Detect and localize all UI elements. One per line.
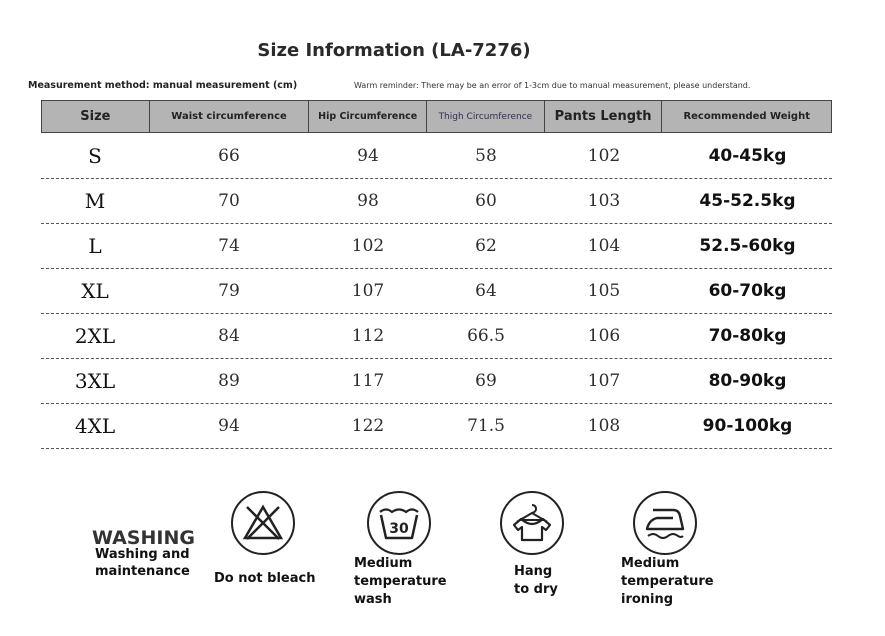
cell-thigh: 62 bbox=[475, 236, 497, 256]
do-not-bleach-icon bbox=[231, 491, 295, 555]
cell-hip: 122 bbox=[351, 416, 385, 436]
cell-waist: 66 bbox=[218, 146, 240, 166]
cell-size: S bbox=[88, 144, 102, 168]
care-label-bleach bbox=[214, 570, 316, 588]
cell-waist: 74 bbox=[218, 236, 240, 256]
wash-temperature-badge: 30 bbox=[389, 521, 409, 537]
header-hip: Hip Circumference bbox=[309, 101, 427, 132]
hang-dry-icon bbox=[500, 491, 564, 555]
cell-hip: 107 bbox=[351, 281, 385, 301]
table-row bbox=[41, 134, 832, 179]
cell-length: 102 bbox=[587, 146, 621, 166]
header-size: Size bbox=[42, 101, 150, 132]
cell-length: 104 bbox=[587, 236, 621, 256]
washing-subtitle bbox=[95, 546, 205, 580]
cell-weight: 60-70kg bbox=[708, 281, 787, 301]
warm-reminder: Warm reminder: There may be an error of 1-3cm due to manual measurement, please understand. bbox=[354, 81, 751, 90]
table-row bbox=[41, 224, 832, 269]
header-length: Pants Length bbox=[545, 101, 663, 132]
cell-thigh: 69 bbox=[475, 371, 497, 391]
cell-waist: 79 bbox=[218, 281, 240, 301]
washing-sub-line: Washing and bbox=[95, 547, 190, 562]
cell-weight: 70-80kg bbox=[708, 326, 787, 346]
cell-weight: 52.5-60kg bbox=[699, 236, 796, 256]
cell-hip: 94 bbox=[357, 146, 379, 166]
care-label-wash bbox=[354, 555, 447, 609]
care-line: Medium bbox=[621, 556, 680, 571]
care-line: ironing bbox=[621, 592, 674, 607]
care-label-hang bbox=[514, 563, 558, 599]
header-weight: Recommended Weight bbox=[683, 111, 810, 122]
care-line: wash bbox=[354, 592, 392, 607]
cell-waist: 89 bbox=[218, 371, 240, 391]
care-line: to dry bbox=[514, 582, 558, 597]
size-table-body bbox=[41, 134, 832, 449]
table-row bbox=[41, 269, 832, 314]
cell-waist: 84 bbox=[218, 326, 240, 346]
wash-30-icon bbox=[367, 491, 431, 555]
table-row bbox=[41, 179, 832, 224]
iron-icon bbox=[633, 491, 697, 555]
care-line: Do not bleach bbox=[214, 571, 316, 586]
cell-size: 2XL bbox=[74, 324, 116, 348]
care-line: Medium bbox=[354, 556, 413, 571]
care-line: temperature bbox=[354, 574, 447, 589]
cell-thigh: 64 bbox=[475, 281, 497, 301]
cell-size: M bbox=[84, 189, 106, 213]
cell-weight: 90-100kg bbox=[702, 416, 793, 436]
cell-thigh: 71.5 bbox=[467, 416, 505, 436]
care-line: Hang bbox=[514, 564, 553, 579]
cell-thigh: 60 bbox=[475, 191, 497, 211]
cell-waist: 70 bbox=[218, 191, 240, 211]
page-title: Size Information (LA-7276) bbox=[257, 40, 531, 61]
care-label-iron bbox=[621, 555, 714, 609]
washing-sub-line: maintenance bbox=[95, 564, 190, 579]
header-thigh: Thigh Circumference bbox=[427, 101, 545, 132]
cell-hip: 117 bbox=[351, 371, 385, 391]
cell-size: L bbox=[88, 234, 102, 258]
cell-hip: 102 bbox=[351, 236, 385, 256]
cell-thigh: 58 bbox=[475, 146, 497, 166]
cell-size: 4XL bbox=[74, 414, 116, 438]
table-row bbox=[41, 359, 832, 404]
cell-size: 3XL bbox=[74, 369, 116, 393]
cell-weight: 80-90kg bbox=[708, 371, 787, 391]
table-row bbox=[41, 314, 832, 359]
cell-weight: 40-45kg bbox=[708, 146, 787, 166]
table-row bbox=[41, 404, 832, 449]
cell-length: 108 bbox=[587, 416, 621, 436]
cell-length: 106 bbox=[587, 326, 621, 346]
cell-weight: 45-52.5kg bbox=[699, 191, 796, 211]
cell-thigh: 66.5 bbox=[467, 326, 505, 346]
cell-hip: 98 bbox=[357, 191, 379, 211]
care-line: temperature bbox=[621, 574, 714, 589]
washing-title: WASHING bbox=[92, 527, 195, 549]
cell-length: 105 bbox=[587, 281, 621, 301]
cell-length: 107 bbox=[587, 371, 621, 391]
cell-hip: 112 bbox=[351, 326, 385, 346]
table-header bbox=[41, 100, 832, 133]
measurement-method: Measurement method: manual measurement (cm) bbox=[28, 80, 298, 91]
cell-length: 103 bbox=[587, 191, 621, 211]
cell-waist: 94 bbox=[218, 416, 240, 436]
cell-size: XL bbox=[81, 279, 109, 303]
header-waist: Waist circumference bbox=[150, 101, 310, 132]
